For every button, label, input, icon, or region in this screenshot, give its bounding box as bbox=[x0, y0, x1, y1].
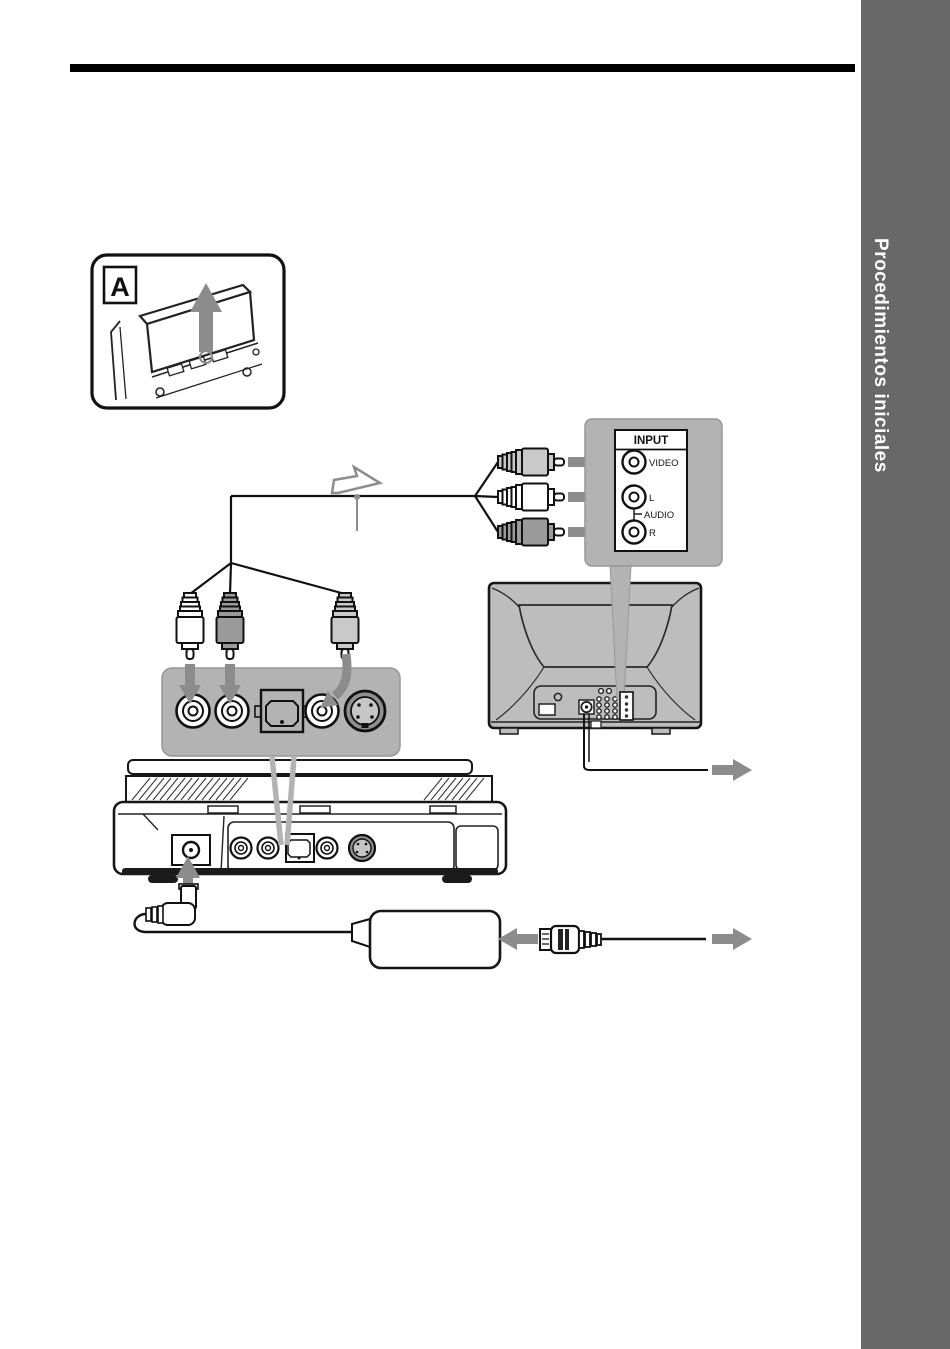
audio-group-label: AUDIO bbox=[644, 510, 675, 521]
tv-cable-out-arrow-icon bbox=[712, 759, 752, 781]
sidebar-title: Procedimientos iniciales bbox=[870, 238, 891, 473]
player-jack-panel bbox=[162, 668, 400, 756]
video-input-label: VIDEO bbox=[649, 458, 679, 469]
audio-r-input-jack bbox=[623, 521, 646, 544]
tv-input-panel bbox=[585, 419, 722, 566]
s-video-jack bbox=[345, 691, 385, 731]
player-rear bbox=[114, 760, 506, 883]
callout-a-label: A bbox=[110, 272, 130, 302]
signal-flow-arrow-icon bbox=[332, 467, 380, 531]
rca-plug-audio-l bbox=[498, 484, 564, 511]
ac-cord-out-arrow-icon bbox=[712, 928, 752, 950]
audio-l-input-label: L bbox=[649, 493, 655, 504]
callout-a-box bbox=[92, 255, 284, 408]
ac-adapter bbox=[352, 911, 500, 968]
ac-plug-left-arrow-icon bbox=[498, 928, 538, 950]
rca-plug-down-r bbox=[217, 593, 244, 659]
tv-av-connector-strip bbox=[620, 692, 633, 720]
audio-r-input-label: R bbox=[649, 528, 656, 539]
tv-rear bbox=[489, 583, 701, 734]
ac-cord-connector bbox=[540, 926, 601, 953]
rca-plug-down-video bbox=[332, 593, 359, 659]
line-out-l-jack bbox=[177, 695, 210, 728]
rca-plug-audio-r bbox=[498, 519, 564, 546]
dc-in-jack bbox=[172, 835, 210, 865]
rca-plug-down-l bbox=[177, 593, 204, 659]
dc-plug bbox=[146, 884, 198, 925]
input-panel-title: INPUT bbox=[633, 435, 669, 447]
audio-l-input-jack bbox=[623, 486, 646, 509]
rca-plug-video bbox=[498, 449, 564, 476]
video-input-jack bbox=[623, 451, 646, 474]
